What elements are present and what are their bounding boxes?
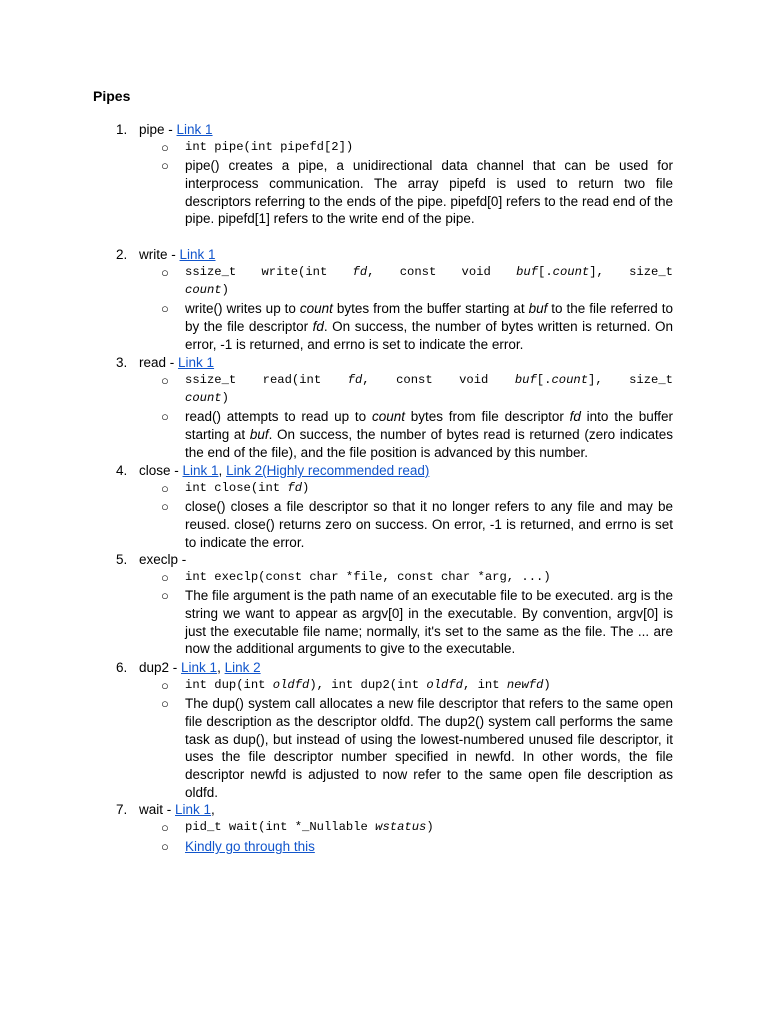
list-item-heading (139, 659, 261, 677)
function-name: dup2 - (139, 660, 182, 675)
function-signature-continued: count) (185, 391, 229, 405)
function-description: The file argument is the path name of an executable file to be executed. arg is the string we want to appear as argv[0] in the executable. By convention, argv[0] is just the executable file name; normally, it's set to the same as the file. The ... are now the additional arguments to give to the executable. (185, 588, 673, 657)
bullet-icon: ○ (161, 588, 169, 603)
function-name: read - (139, 355, 179, 370)
function-signature: int dup(int oldfd), int dup2(int oldfd, int newfd) (185, 678, 551, 692)
link-1[interactable]: Link 1 (179, 247, 216, 262)
kindly-go-through-link[interactable]: Kindly go through this (185, 839, 315, 854)
bullet-icon: ○ (161, 265, 169, 280)
list-item-heading (139, 246, 216, 264)
list-number: 2. (116, 247, 128, 262)
function-signature: ssize_t write(int fd, const void buf[.count], size_t (185, 265, 673, 279)
list-number: 7. (116, 802, 128, 817)
link-1[interactable]: Link 1 (182, 463, 219, 478)
list-number: 6. (116, 660, 128, 675)
list-item-heading (139, 462, 429, 480)
function-name: execlp - (139, 552, 187, 567)
bullet-icon: ○ (161, 481, 169, 496)
link-1[interactable]: Link 1 (181, 660, 218, 675)
bullet-icon: ○ (161, 499, 169, 514)
function-description: The dup() system call allocates a new file descriptor that refers to the same open file description as the descriptor oldfd. The dup2() system call performs the same task as dup(), but instead of using the lowest-numbered unused file descriptor, it uses the file descriptor number specified in newfd. In other words, the file descriptor newfd is adjusted to now refer to the same open file description as oldfd. (185, 696, 673, 800)
function-signature: ssize_t read(int fd, const void buf[.count], size_t (185, 373, 673, 387)
bullet-icon: ○ (161, 301, 169, 316)
list-item-heading (139, 121, 213, 139)
list-number: 5. (116, 552, 128, 567)
function-name: write - (139, 247, 180, 262)
function-signature: int pipe(int pipefd[2]) (185, 140, 354, 154)
bullet-icon: ○ (161, 820, 169, 835)
list-number: 1. (116, 122, 128, 137)
function-description: close() closes a file descriptor so that it no longer refers to any file and may be reused. close() returns zero on success. On error, -1 is returned, and errno is set to indicate the error. (185, 499, 673, 550)
function-name: pipe - (139, 122, 177, 137)
bullet-icon: ○ (161, 570, 169, 585)
list-number: 3. (116, 355, 128, 370)
function-name: close - (139, 463, 183, 478)
list-item-heading (139, 801, 215, 819)
bullet-icon: ○ (161, 839, 169, 854)
function-description: pipe() creates a pipe, a unidirectional data channel that can be used for interprocess communication. The array pipefd is used to return two file descriptors referring to the ends of the pipe. pipefd[0] refers to the read end of the pipe. pipefd[1] refers to the write end of the pipe. (185, 158, 673, 227)
bullet-icon: ○ (161, 140, 169, 155)
link-1[interactable]: Link 1 (178, 355, 215, 370)
bullet-icon: ○ (161, 409, 169, 424)
function-signature: int close(int fd) (185, 481, 310, 495)
function-signature: int execlp(const char *file, const char *arg, ...) (185, 570, 551, 584)
link-1[interactable]: Link 1 (176, 122, 213, 137)
function-signature-continued: count) (185, 283, 229, 297)
link-2[interactable]: Link 2(Highly recommended read) (226, 463, 430, 478)
link-separator: , (218, 463, 227, 478)
function-description: read() attempts to read up to count bytes from file descriptor fd into the buffer starting at buf. On success, the number of bytes read is returned (zero indicates the end of the file), and the file position is advanced by this number. (185, 409, 674, 460)
function-signature: pid_t wait(int *_Nullable wstatus) (185, 820, 434, 834)
page-title: Pipes (93, 88, 131, 104)
bullet-icon: ○ (161, 158, 169, 173)
link-1[interactable]: Link 1 (175, 802, 212, 817)
bullet-icon: ○ (161, 696, 169, 711)
link-2[interactable]: Link 2 (224, 660, 261, 675)
list-number: 4. (116, 463, 128, 478)
bullet-icon: ○ (161, 678, 169, 693)
function-description: write() writes up to count bytes from the buffer starting at buf to the file referred to by the file descriptor fd. On success, the number of bytes written is returned. On error, -1 is returned, and errno is set to indicate the error. (185, 301, 673, 352)
link-separator: , (217, 660, 225, 675)
list-item-heading (139, 354, 214, 372)
bullet-icon: ○ (161, 373, 169, 388)
trailing-comma: , (211, 802, 215, 817)
function-name: wait - (139, 802, 176, 817)
list-item-heading (139, 551, 186, 569)
